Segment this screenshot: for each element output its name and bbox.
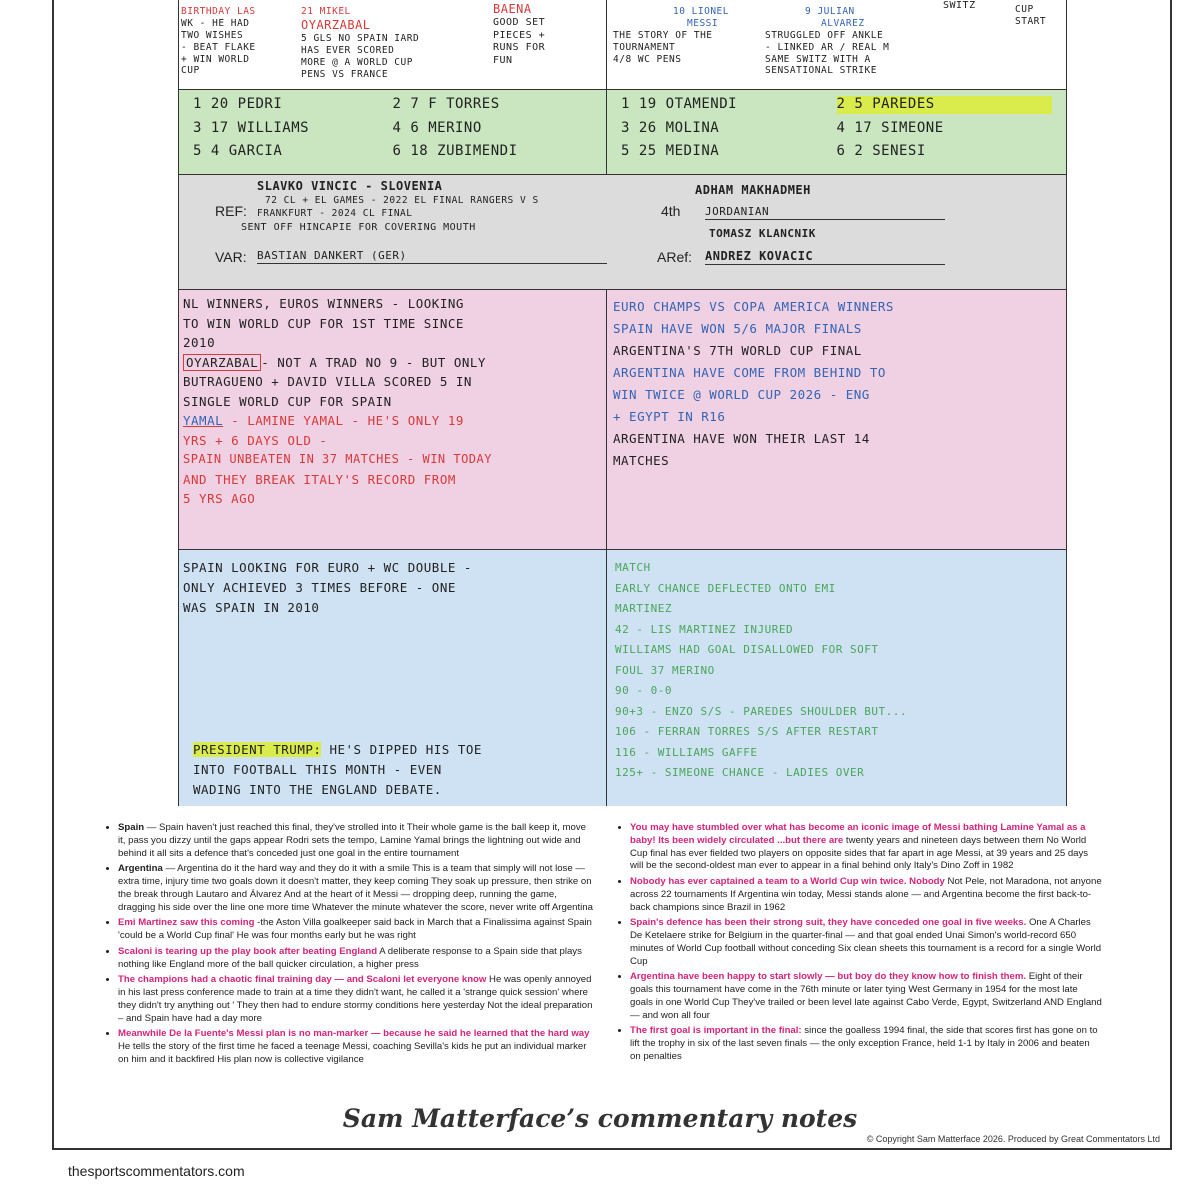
lineup-entry: 3 17 WILLIAMS xyxy=(193,119,310,136)
player-note-cup-start xyxy=(1015,4,1046,28)
note-item xyxy=(630,876,1102,914)
story-line-text: - LAMINE YAMAL - HE'S ONLY 19 xyxy=(223,413,464,428)
site-url: thesportscommentators.com xyxy=(68,1163,245,1179)
match-line: FOUL 37 MERINO xyxy=(615,663,715,677)
lineup-entry: 2 7 F TORRES xyxy=(392,96,500,112)
match-notes-row xyxy=(179,550,1066,806)
lineup-entry: 5 25 MEDINA xyxy=(621,143,720,159)
note-line: - LINKED AR / REAL M xyxy=(765,41,890,53)
spain-storylines xyxy=(179,290,607,549)
note-highlight: Meanwhile De la Fuente's Messi plan is no man-marker — because he said he learned that the hard way xyxy=(118,1028,590,1040)
copyright-text: © Copyright Sam Matterface 2026. Produced by Great Commentators Ltd xyxy=(866,1134,1160,1144)
match-line: WADING INTO THE ENGLAND DEBATE. xyxy=(193,782,442,797)
argentina-lineup xyxy=(607,90,1066,174)
note-line: + WIN WORLD xyxy=(181,53,250,65)
lineup-entry: 2 5 PAREDES xyxy=(837,96,1053,114)
note-line: 21 MIKEL xyxy=(301,6,351,17)
note-line: CUP xyxy=(181,65,200,77)
match-line: 42 - LIS MARTINEZ INJURED xyxy=(615,622,794,636)
lineup-entry: 5 4 GARCIA xyxy=(193,143,283,159)
player-note-yamal xyxy=(181,6,299,77)
notes-grid xyxy=(178,0,1067,806)
note-highlight: The first goal is important in the final: xyxy=(630,1025,802,1037)
spain-match-notes xyxy=(179,550,607,806)
lineups-row xyxy=(179,90,1066,175)
fourth-official-name: ADHAM MAKHADMEH xyxy=(695,183,811,197)
note-line: THE STORY OF THE xyxy=(613,29,713,41)
note-item xyxy=(118,1028,595,1066)
player-note-switz xyxy=(943,0,976,13)
note-text: One A Charles De Ketelaere strike for Belgium in the quarter-final — and that goal ended Unai Simon's world-record 650 minutes of World Cup football without conceding Six clean sheets this tournament is a record for a single World Cup xyxy=(630,917,1102,967)
argentina-match-notes xyxy=(607,550,1066,806)
lineup-entry: 1 20 PEDRI xyxy=(193,96,283,112)
note-text: -the Aston Villa goalkeeper said back in March that a Finalissima against Spain 'could be a World Cup final' He was four months early but he was right xyxy=(118,917,592,941)
note-item xyxy=(630,971,1102,1022)
note-text: — Argentina do it the hard way and they do it with a smile This is a team that simply will not lose — extra time, injury time two goals down it doesn't matter, they keep coming They soak up pressure, then strike on the break through Lautaro and Álvarez And at the heart of it Messi — dropping deep, running the game, dragging his side over the line one more time Whatever the minute whatever the score, never write off Argentina xyxy=(118,863,593,913)
note-line: BAENA xyxy=(493,2,532,16)
note-text: twenty years and nineteen days between them No World Cup final has ever fielded two players on opposite sides that far apart in age Messi, at 39 years and 25 days will be the second-oldest man ever to appear in a final behind only Italy's Dino Zoff in 1982 xyxy=(630,834,1089,872)
note-highlight: The champions had a chaotic final training day — and Scaloni let everyone know xyxy=(118,974,487,986)
match-line: WILLIAMS HAD GOAL DISALLOWED FOR SOFT xyxy=(615,643,879,656)
note-text: Eight of their goals this tournament have come in the 76th minute or later tying West Germany in 1954 for the most late goals in one World Cup They've trailed or been level late against Cabo Verde, Egypt, Switzerland AND England — and won all four xyxy=(630,971,1102,1021)
match-line: 90 - 0-0 xyxy=(615,684,672,697)
notes-right-list xyxy=(612,822,1102,1064)
note-item xyxy=(118,863,595,914)
story-line: EURO CHAMPS VS COPA AMERICA WINNERS xyxy=(613,299,894,314)
story-line: SPAIN UNBEATEN IN 37 MATCHES - WIN TODAY xyxy=(183,452,492,466)
note-line: SENSATIONAL STRIKE xyxy=(765,65,877,77)
story-line: + EGYPT IN R16 xyxy=(613,409,726,424)
note-text: A deliberate response to a Spain side that plays nothing like England more of the ball quicker circulation, a higher press xyxy=(118,945,582,970)
note-line: HAS EVER SCORED xyxy=(301,44,395,56)
match-line: 125+ - SIMEONE CHANCE - LADIES OVER xyxy=(615,766,865,779)
note-line: RUNS FOR xyxy=(493,42,546,53)
spacer xyxy=(183,618,602,740)
match-line: 90+3 - ENZO S/S - PAREDES SHOULDER BUT... xyxy=(615,704,908,718)
var-label: VAR: xyxy=(215,249,247,265)
fourth-official-label: 4th xyxy=(661,203,681,219)
note-line: CUP xyxy=(1015,4,1034,15)
note-line: 10 LIONEL xyxy=(673,6,729,17)
lineup-entry: 6 2 SENESI xyxy=(836,143,926,159)
story-line: SPAIN HAVE WON 5/6 MAJOR FINALS xyxy=(613,321,862,336)
referee-note-3: SENT OFF HINCAPIE FOR COVERING MOUTH xyxy=(241,222,476,233)
referee-label: REF: xyxy=(215,203,247,219)
story-line xyxy=(183,353,602,373)
match-line: MARTINEZ xyxy=(615,602,672,615)
aref-label: ARef: xyxy=(657,249,693,265)
note-line: MORE @ A WORLD CUP xyxy=(301,56,413,68)
note-item xyxy=(118,822,595,860)
note-line: START xyxy=(1015,15,1047,27)
note-line: FUN xyxy=(493,54,513,66)
match-line: 106 - FERRAN TORRES S/S AFTER RESTART xyxy=(615,725,879,738)
yamal-highlight: YAMAL xyxy=(183,413,224,428)
referee-note-2: FRANKFURT - 2024 CL FINAL xyxy=(257,208,413,219)
note-item xyxy=(118,974,595,1025)
argentina-lineup-list xyxy=(607,90,1066,167)
note-line: 4/8 WC PENS xyxy=(613,53,682,65)
story-line: 5 YRS AGO xyxy=(183,491,256,506)
note-highlight: Emi Martinez saw this coming xyxy=(118,917,255,929)
aref-name: ANDREZ KOVACIC xyxy=(705,249,945,265)
oyarzabal-highlight: OYARZABAL xyxy=(183,354,261,371)
lineup-entry: 1 19 OTAMENDI xyxy=(621,96,738,112)
story-line xyxy=(183,411,602,431)
match-line: ONLY ACHIEVED 3 TIMES BEFORE - ONE xyxy=(183,580,456,595)
argentina-storylines xyxy=(607,290,1066,549)
page-title: Sam Matterface’s commentary notes xyxy=(342,1104,858,1133)
match-line: EARLY CHANCE DEFLECTED ONTO EMI xyxy=(615,581,836,595)
lineup-entry: 4 6 MERINO xyxy=(392,119,482,136)
story-line: ARGENTINA HAVE WON THEIR LAST 14 xyxy=(613,431,870,446)
story-line: NL WINNERS, EUROS WINNERS - LOOKING xyxy=(183,296,464,311)
argentina-player-notes xyxy=(607,0,1066,89)
storylines-row xyxy=(179,290,1066,550)
player-note-oyarzabal xyxy=(301,6,491,80)
match-line-text: HE'S DIPPED HIS TOE xyxy=(321,742,482,757)
note-line: 5 GLS NO SPAIN IARD xyxy=(301,32,420,44)
note-highlight: Argentina have been happy to start slowly — but boy do they know how to finish them. xyxy=(630,971,1027,983)
player-note-messi xyxy=(613,6,763,65)
story-line: AND THEY BREAK ITALY'S RECORD FROM xyxy=(183,471,456,487)
match-line xyxy=(183,740,602,760)
officials-row xyxy=(179,175,1066,290)
note-line: MESSI xyxy=(687,17,719,29)
fourth-official-country: JORDANIAN xyxy=(705,205,945,220)
notes-left-list xyxy=(100,822,595,1067)
match-line: MATCH xyxy=(615,561,651,574)
note-highlight: Scaloni is tearing up the play book after beating England xyxy=(118,945,378,957)
notes-left-column xyxy=(100,822,595,1070)
note-heading: Spain xyxy=(118,822,145,833)
spain-lineup-list xyxy=(179,90,606,167)
spain-player-notes xyxy=(179,0,607,89)
note-text: He tells the story of the first time he faced a teenage Messi, coaching Sevilla's kids he put an individual marker on him and it backfired His plan now is collective vigilance xyxy=(118,1041,587,1065)
note-highlight: Nobody has ever captained a team to a World Cup win twice. Nobody xyxy=(630,876,945,887)
note-line: TOURNAMENT xyxy=(613,41,676,53)
note-line: OYARZABAL xyxy=(301,17,371,32)
lineup-entry: 4 17 SIMEONE xyxy=(836,119,944,136)
note-line: WK - HE HAD xyxy=(181,17,250,29)
lineup-entry: 3 26 MOLINA xyxy=(621,119,720,136)
player-note-baena xyxy=(493,2,603,67)
player-note-alvarez xyxy=(765,6,945,77)
note-line: STRUGGLED OFF ANKLE xyxy=(765,29,884,41)
story-line: BUTRAGUENO + DAVID VILLA SCORED 5 IN xyxy=(183,374,472,389)
story-line: MATCHES xyxy=(613,453,670,468)
story-line: SINGLE WORLD CUP FOR SPAIN xyxy=(183,393,392,409)
story-line: YRS + 6 DAYS OLD - xyxy=(183,432,328,448)
note-text: Not Pele, not Maradona, not anyone across 22 tournaments If Argentina win today, Messi stands alone — and Argentina become the first back-to-back champions since Brazil in 1962 xyxy=(630,876,1102,913)
note-text: since the goalless 1994 final, the side that scores first has gone on to lift the trophy in six of the last seven finals — the only exception France, held 1-1 by Italy in 2006 and beaten on penalties xyxy=(630,1025,1098,1062)
note-item xyxy=(118,917,595,943)
match-line: INTO FOOTBALL THIS MONTH - EVEN xyxy=(193,762,442,777)
note-item xyxy=(630,1025,1102,1063)
var-name: BASTIAN DANKERT (GER) xyxy=(257,249,607,264)
player-notes-row xyxy=(179,0,1066,90)
story-line: WIN TWICE @ WORLD CUP 2026 - ENG xyxy=(613,387,870,402)
note-item xyxy=(630,917,1102,968)
match-line: 116 - WILLIAMS GAFFE xyxy=(615,745,758,759)
spain-lineup xyxy=(179,90,607,174)
referee-name: SLAVKO VINCIC - SLOVENIA xyxy=(257,179,443,193)
note-line: PIECES + xyxy=(493,29,546,41)
note-item xyxy=(630,822,1102,873)
referee-note-1: 72 CL + EL GAMES - 2022 EL FINAL RANGERS V S xyxy=(265,195,539,206)
lineup-entry: 6 18 ZUBIMENDI xyxy=(392,143,518,159)
match-line: SPAIN LOOKING FOR EURO + WC DOUBLE - xyxy=(183,560,472,575)
note-line: PENS VS FRANCE xyxy=(301,68,389,80)
note-text: — Spain haven't just reached this final, they've strolled into it Their whole game is the ball keep it, move it, pass you dizzy until the gaps appear Rodri sets the tempo, Lamine Yamal brings the lightning out wide and behind it all sits a defence that's conceded just one goal in the entire tournament xyxy=(118,822,586,859)
note-line: ALVAREZ xyxy=(821,17,865,29)
note-line: SAME SWITZ WITH A xyxy=(765,53,871,65)
story-line: TO WIN WORLD CUP FOR 1ST TIME SINCE xyxy=(183,315,464,331)
notes-right-column xyxy=(612,822,1102,1067)
note-text: He was openly annoyed in his last press conference made to train at a time they didn't want, he called it a 'strange quick session' where they didn't try anything out ' They then had to endure stormy conditions here yesterday Not the ideal preparation – and Spain have had a day more xyxy=(118,974,593,1024)
note-line: BIRTHDAY LAS xyxy=(181,6,256,17)
note-heading: Argentina xyxy=(118,863,163,875)
note-line: GOOD SET xyxy=(493,17,546,28)
story-line-text: - NOT A TRAD NO 9 - BUT ONLY xyxy=(261,354,486,370)
story-line: 2010 xyxy=(183,335,216,350)
trump-highlight: PRESIDENT TRUMP: xyxy=(193,742,322,757)
story-line: ARGENTINA HAVE COME FROM BEHIND TO xyxy=(613,365,886,380)
note-line: TWO WISHES xyxy=(181,29,244,41)
note-item xyxy=(118,946,595,972)
match-line: WAS SPAIN IN 2010 xyxy=(183,600,320,615)
note-line: SWITZ xyxy=(943,0,976,11)
note-highlight: You may have stumbled over what has become an iconic image of Messi bathing Lamine Yamal as a baby! Its been widely circulated ...but there are xyxy=(630,822,1086,846)
story-line: ARGENTINA'S 7TH WORLD CUP FINAL xyxy=(613,343,862,358)
note-line: 9 JULIAN xyxy=(805,6,855,17)
note-highlight: Spain's defence has been their strong suit, they have conceded one goal in five weeks. xyxy=(630,917,1027,929)
additional-official-name: TOMASZ KLANCNIK xyxy=(709,227,816,240)
note-line: - BEAT FLAKE xyxy=(181,41,256,53)
